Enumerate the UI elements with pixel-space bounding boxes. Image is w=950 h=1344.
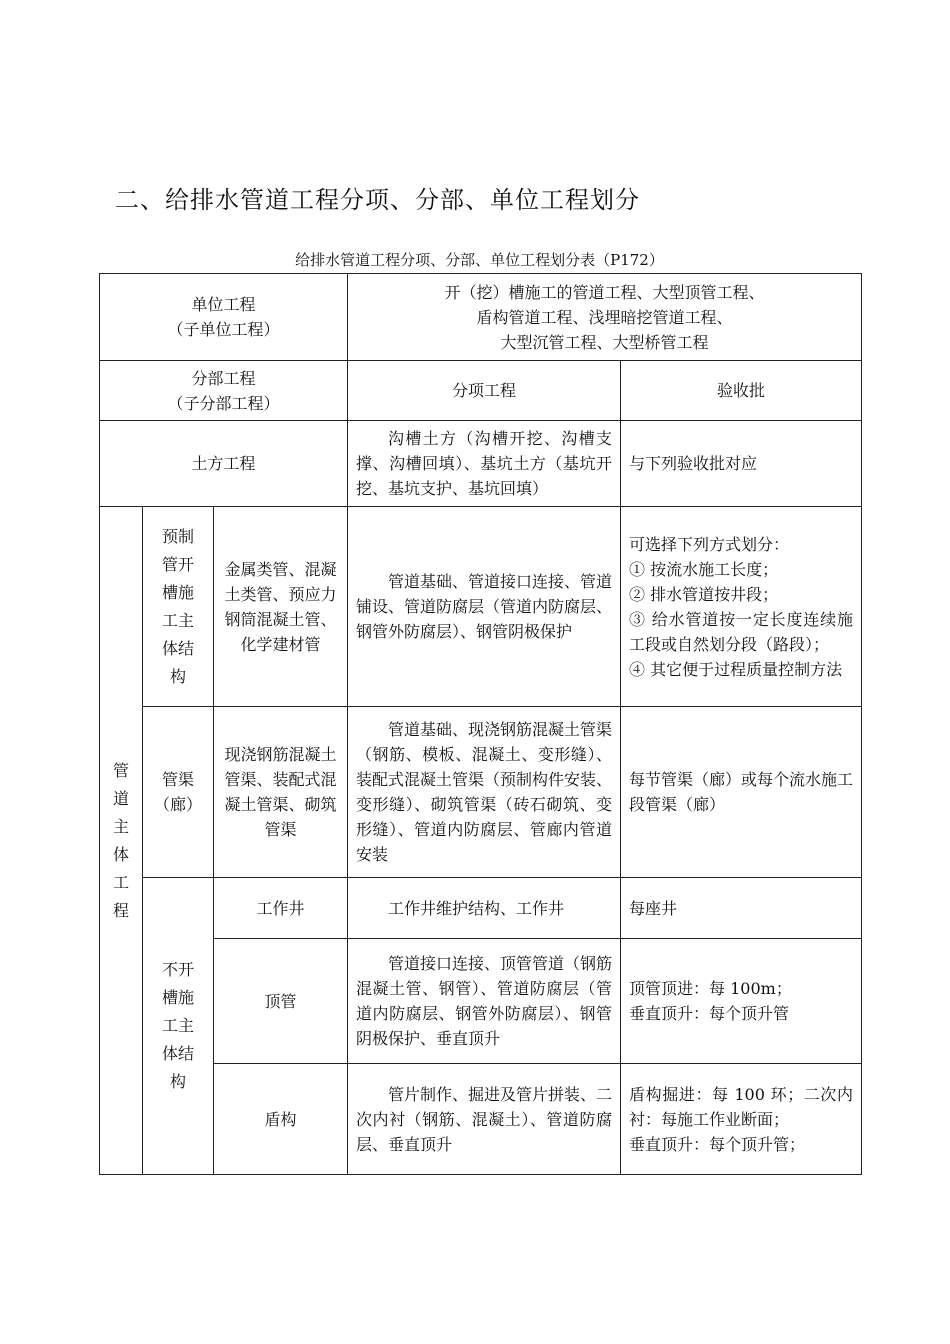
culvert-sub-line: 管渠	[161, 770, 194, 789]
earthwork-division-cell: 土方工程	[100, 421, 348, 507]
shaft-batch-cell: 每座井	[621, 878, 862, 939]
unit-value-line: 大型沉管工程、大型桥管工程	[500, 332, 709, 352]
unit-header-line: （子单位工程）	[167, 320, 280, 339]
item-header-cell: 分项工程	[348, 361, 621, 421]
shield-items-cell: 管片制作、掘进及管片拼装、二次内衬（钢筋、混凝土）、管道防腐层、垂直顶升	[348, 1064, 621, 1175]
shield-batch-line: 盾构掘进：每 100 环；二次内衬：每施工作业断面；	[629, 1084, 854, 1129]
culvert-sub-line: （廊）	[153, 795, 202, 814]
precast-pipe-cell: 金属类管、混凝土类管、预应力钢筒混凝土管、化学建材管	[214, 507, 348, 707]
jacking-batch-line: 垂直顶升：每个顶升管	[629, 1004, 790, 1023]
precast-batch-line: ② 排水管道按井段；	[629, 584, 779, 604]
jacking-items-cell: 管道接口连接、顶管管道（钢筋混凝土管、钢管）、管道防腐层（管道内防腐层、钢管外防腐层）、钢管阴极保护、垂直顶升	[348, 939, 621, 1064]
precast-batch-line: ① 按流水施工长度；	[629, 559, 779, 579]
culvert-batch-cell: 每节管渠（廊）或每个流水施工段管渠（廊）	[621, 707, 862, 878]
table-caption: 给排水管道工程分项、分部、单位工程划分表（P172）	[295, 251, 664, 269]
table-row	[100, 707, 862, 878]
culvert-sub-cell	[143, 707, 214, 878]
page-heading: 二、给排水管道工程分项、分部、单位工程划分	[115, 186, 640, 214]
unit-value-line: 开（挖）槽施工的管道工程、大型顶管工程、	[444, 282, 765, 302]
shield-batch-line: 垂直顶升：每个顶升管；	[629, 1134, 806, 1154]
precast-batch-line: 可选择下列方式划分：	[629, 534, 790, 554]
precast-batch-line: ③ 给水管道按一定长度连续施工段或自然划分段（路段）；	[629, 609, 854, 654]
unit-value-line: 盾构管道工程、浅埋暗挖管道工程、	[476, 307, 733, 327]
table-row	[100, 1064, 862, 1175]
shield-batch-cell	[621, 1064, 862, 1175]
main-group-label: 管道主体工程	[112, 760, 129, 920]
precast-items-cell: 管道基础、管道接口连接、管道铺设、管道防腐层（管道内防腐层、钢管外防腐层）、钢管阴极保护	[348, 507, 621, 707]
trenchless-sub-cell	[143, 878, 214, 1175]
division-header-line: （子分部工程）	[167, 393, 280, 413]
unit-header-cell	[100, 274, 348, 361]
shaft-items-cell: 工作井维护结构、工作井	[348, 878, 621, 939]
jacking-batch-cell	[621, 939, 862, 1064]
table-row	[100, 274, 862, 361]
trenchless-sub-label: 不开槽施工主体结构	[161, 960, 194, 1091]
main-group-cell	[100, 507, 143, 1175]
precast-sub-cell	[143, 507, 214, 707]
earthwork-batch-cell: 与下列验收批对应	[621, 421, 862, 507]
unit-header-line: 单位工程	[191, 295, 256, 314]
precast-batch-cell	[621, 507, 862, 707]
jacking-type-cell: 顶管	[214, 939, 348, 1064]
division-header-line: 分部工程	[191, 368, 256, 388]
jacking-batch-line: 顶管顶进：每 100m；	[629, 979, 792, 998]
earthwork-items-cell: 沟槽土方（沟槽开挖、沟槽支撑、沟槽回填）、基坑土方（基坑开挖、基坑支护、基坑回填）	[348, 421, 621, 507]
culvert-items-cell: 管道基础、现浇钢筋混凝土管渠（钢筋、模板、混凝土、变形缝）、装配式混凝土管渠（预制构件安装、变形缝）、砌筑管渠（砖石砌筑、变形缝）、管道内防腐层、管廊内管道安装	[348, 707, 621, 878]
division-table	[99, 273, 862, 1175]
culvert-pipe-cell: 现浇钢筋混凝土管渠、装配式混凝土管渠、砌筑管渠	[214, 707, 348, 878]
table-row	[100, 421, 862, 507]
batch-header-cell: 验收批	[621, 361, 862, 421]
division-header-cell	[100, 361, 348, 421]
unit-value-cell	[348, 274, 862, 361]
table-row	[100, 878, 862, 939]
table-row	[100, 939, 862, 1064]
precast-sub-label: 预制管开槽施工主体结构	[161, 526, 194, 686]
shaft-type-cell: 工作井	[214, 878, 348, 939]
precast-batch-line: ④ 其它便于过程质量控制方法	[629, 659, 843, 679]
table-row	[100, 361, 862, 421]
shield-type-cell: 盾构	[214, 1064, 348, 1175]
table-row	[100, 507, 862, 707]
